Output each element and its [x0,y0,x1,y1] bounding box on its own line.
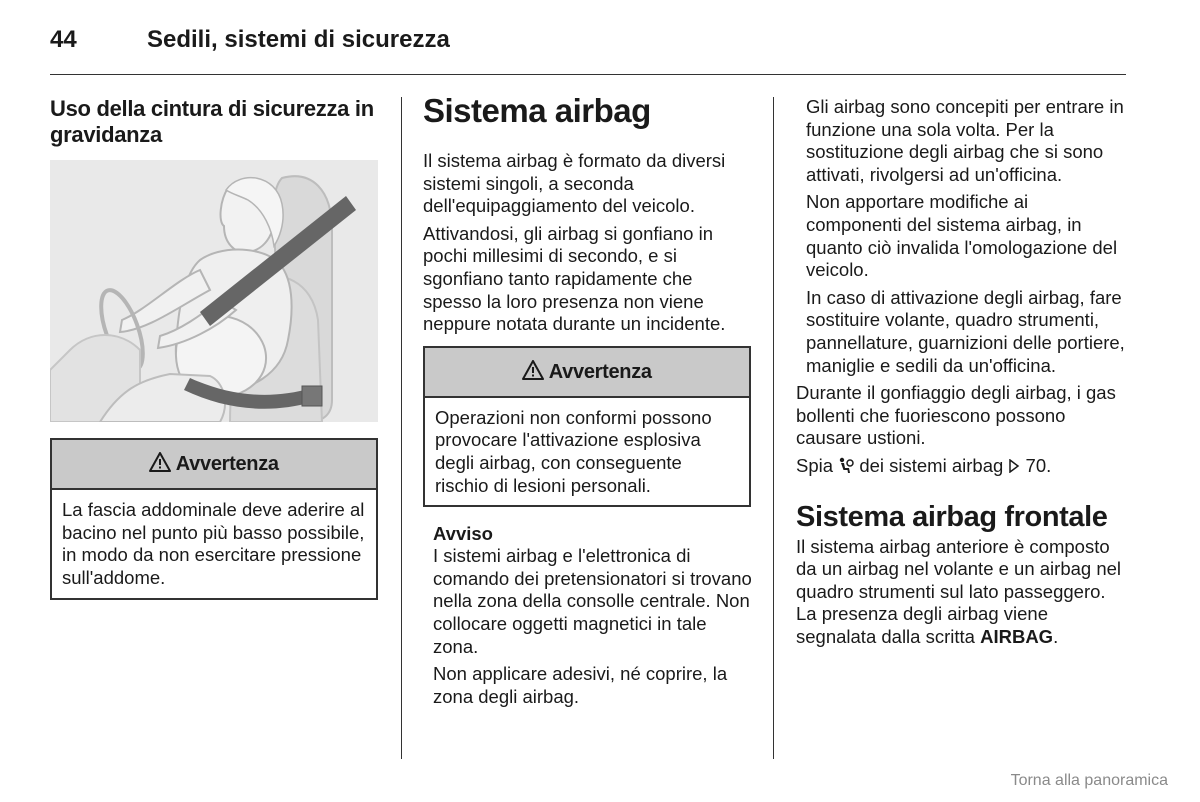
section-heading-frontal: Sistema airbag frontale [796,500,1108,533]
running-title: Sedili, sistemi di sicurezza [147,26,450,53]
paragraph: Non apportare modifiche ai componenti del sistema airbag, in quanto ciò invalida l'omologazione del veicolo. [806,191,1118,281]
notice-paragraph: I sistemi airbag e l'elettronica di comando dei pretensionatori si trovano nella zona della consolle centrale. Non collocare oggetti magnetici in tale zona. [433,545,752,657]
section-heading-airbag: Sistema airbag [423,92,651,129]
indented-block [796,96,1128,377]
frontal-end: . [1053,625,1059,647]
header-rule [50,74,1126,75]
warning-text: La fascia addominale deve aderire al bacino nel punto più basso possibile, in modo da non esercitare pressione sull'addome. [62,499,365,588]
spia-text: dei sistemi airbag [859,454,1004,476]
illustration-graphic [50,160,378,422]
warning-title: Avvertenza [175,453,279,475]
back-to-overview-link[interactable]: Torna alla panoramica [1010,772,1168,789]
column-3 [796,96,1128,653]
page-number: 44 [50,26,77,53]
page-reference-arrow-icon[interactable] [1008,455,1020,476]
paragraph: In caso di attivazione degli airbag, fare sostituire volante, quadro strumenti, pannellature, guarnizioni delle portiere, maniglie e sedili da un'officina. [806,286,1125,376]
paragraph-frontal [796,536,1128,649]
warning-triangle-icon [522,361,549,383]
notice-title: Avviso [433,523,493,545]
column-divider [401,97,402,759]
spia-reference [796,455,1128,478]
section-heading-pregnancy: Uso della cintura di sicurezza in gravidanza [50,96,374,147]
warning-box-pregnancy [50,438,378,600]
paragraph: Durante il gonfiaggio degli airbag, i gas bollenti che fuoriescono possono causare ustioni. [796,382,1116,449]
warning-text: Operazioni non conformi possono provocare l'attivazione esplosiva degli airbag, con conseguente rischio di lesioni personali. [435,406,712,496]
notice-paragraph: Non applicare adesivi, né coprire, la zona degli airbag. [433,663,728,707]
warning-box-airbag [423,346,751,507]
frontal-text: Il sistema airbag anteriore è composto da un airbag nel volante e un airbag nel quadro strumenti sul lato passeggero. La presenza degli airbag viene segnalata dalla scritta [796,535,1122,647]
page-reference-number[interactable]: 70. [1025,454,1052,476]
paragraph: Il sistema airbag è formato da diversi sistemi singoli, a seconda dell'equipaggiamento del veicolo. [423,150,726,217]
warning-title: Avvertenza [548,360,652,383]
column-divider [773,97,774,759]
airbag-emphasis: AIRBAG [980,625,1054,647]
paragraph: Attivandosi, gli airbag si gonfiano in pochi millesimi di secondo, e si sgonfiano tanto rapidamente che spesso la loro presenza non viene neppure notata durante un incidente. [423,222,726,335]
warning-header [52,440,376,490]
pregnant-seatbelt-illustration [50,160,378,422]
airbag-person-icon [838,455,854,476]
warning-triangle-icon [149,453,176,475]
column-2 [423,92,753,713]
warning-header [425,348,749,398]
paragraph: Gli airbag sono concepiti per entrare in funzione una sola volta. Per la sostituzione degli airbag che si sono attivati, rivolgersi ad un'officina. [806,96,1124,185]
spia-prefix: Spia [796,454,834,476]
notice-block [423,523,753,708]
column-1 [50,96,382,148]
